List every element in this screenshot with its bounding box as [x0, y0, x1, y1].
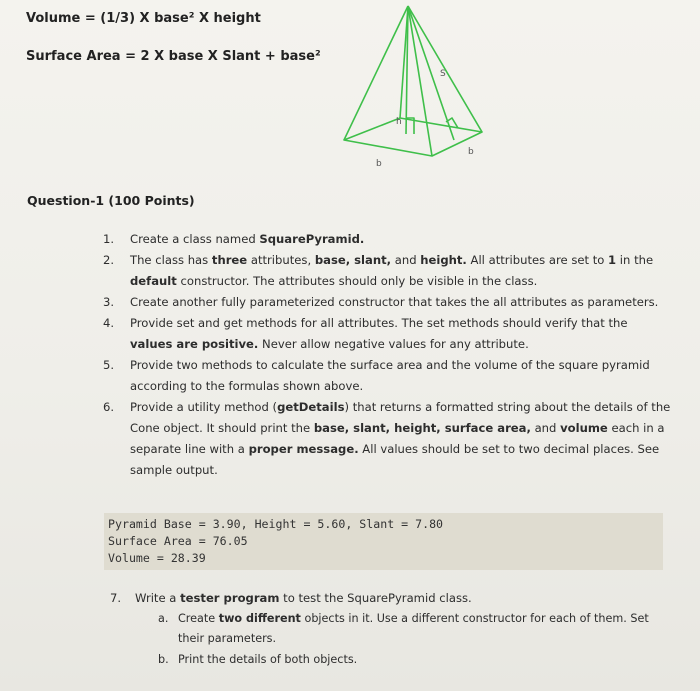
sample-output-line: Volume = 28.39	[108, 551, 206, 565]
requirement-text	[130, 253, 653, 288]
requirement-text	[130, 400, 670, 477]
text-run: and	[530, 421, 561, 435]
label-b-left: b	[376, 159, 382, 169]
item-7	[110, 591, 472, 605]
sub-item-b-text	[158, 650, 678, 670]
surface-area-formula-text: Surface Area = 2 X base X Slant + base²	[26, 49, 321, 64]
sub-item-a-number: a.	[158, 612, 169, 625]
requirement-item	[103, 397, 673, 481]
text-run: Provide two methods to calculate the surface area and the volume of the square pyramid according to the formulas shown above.	[130, 358, 650, 393]
requirement-number: 6.	[103, 400, 115, 414]
text-run: to test the SquarePyramid class.	[279, 591, 472, 605]
requirement-number: 5.	[103, 358, 115, 372]
text-run: constructor. The attributes should only be visible in the class.	[176, 274, 538, 288]
text-run: Create a class named	[130, 232, 260, 246]
bold-text: tester program	[180, 591, 280, 605]
bold-text: 1	[608, 253, 617, 267]
pyramid-diagram	[340, 0, 500, 170]
text-run: Provide set and get methods for all attributes. The set methods should verify that the	[130, 316, 628, 330]
requirements-list	[103, 229, 673, 481]
bold-text: three	[211, 253, 248, 267]
bold-text: values are positive.	[130, 337, 259, 351]
requirement-item	[103, 229, 673, 250]
surface-area-formula	[26, 49, 321, 64]
text-run: Write a	[135, 591, 181, 605]
pyramid-base	[344, 118, 482, 156]
bold-text: base, slant, height, surface area,	[313, 421, 531, 435]
requirement-text	[130, 358, 650, 393]
label-s: S	[440, 69, 446, 79]
bold-text: volume	[560, 421, 608, 435]
requirement-number: 1.	[103, 232, 115, 246]
requirement-item	[103, 355, 673, 397]
bold-text: base, slant,	[314, 253, 392, 267]
volume-formula	[26, 11, 261, 26]
bold-text: height.	[420, 253, 467, 267]
text-run: Print the details of both objects.	[178, 653, 358, 666]
text-run: and	[391, 253, 421, 267]
requirement-item	[103, 250, 673, 292]
sample-output-line: Pyramid Base = 3.90, Height = 5.60, Slant = 7.80	[108, 517, 444, 531]
bold-text: proper message.	[248, 442, 359, 456]
text-run: each in a separate line with a	[130, 421, 665, 456]
text-run: Create	[178, 612, 219, 625]
text-run: ) that returns a formatted string about the details of the Cone object. It should print the	[130, 400, 671, 435]
sub-item-b	[158, 650, 678, 670]
edge-fr	[408, 6, 432, 156]
requirement-number: 3.	[103, 295, 115, 309]
text-run: Create another fully parameterized constructor that takes the all attributes as parameters.	[130, 295, 659, 309]
requirement-item	[103, 313, 673, 355]
bold-text: default	[130, 274, 177, 288]
requirement-text	[130, 316, 628, 351]
bold-text: getDetails	[277, 400, 345, 414]
text-run: All values should be set to two decimal places. See sample output.	[130, 442, 660, 477]
item-7-text	[135, 591, 472, 605]
sample-output-box	[104, 513, 663, 570]
bold-text: two different	[218, 612, 301, 625]
requirement-number: 2.	[103, 253, 115, 267]
question-title: Question-1 (100 Points)	[27, 193, 195, 208]
text-run: attributes,	[247, 253, 315, 267]
text-run: objects in it. Use a different constructor for each of them. Set their parameters.	[178, 612, 649, 645]
text-run: The class has	[130, 253, 212, 267]
volume-formula-text: Volume = (1/3) X base² X height	[26, 11, 261, 26]
label-b-right: b	[468, 147, 474, 157]
sub-item-a-text	[158, 609, 678, 649]
requirement-text	[130, 232, 364, 246]
text-run: Provide a utility method (	[130, 400, 278, 414]
text-run: Never allow negative values for any attribute.	[258, 337, 529, 351]
text-run: All attributes are set to	[466, 253, 609, 267]
sample-output-line: Surface Area = 76.05	[108, 534, 248, 548]
sub-item-b-number: b.	[158, 653, 169, 666]
sub-item-a	[158, 609, 678, 649]
requirement-text	[130, 295, 658, 309]
text-run: in the	[616, 253, 654, 267]
item-7-number: 7.	[110, 591, 122, 605]
bold-text: SquarePyramid.	[259, 232, 365, 246]
requirement-item	[103, 292, 673, 313]
label-h: h	[396, 117, 402, 127]
requirement-number: 4.	[103, 316, 115, 330]
